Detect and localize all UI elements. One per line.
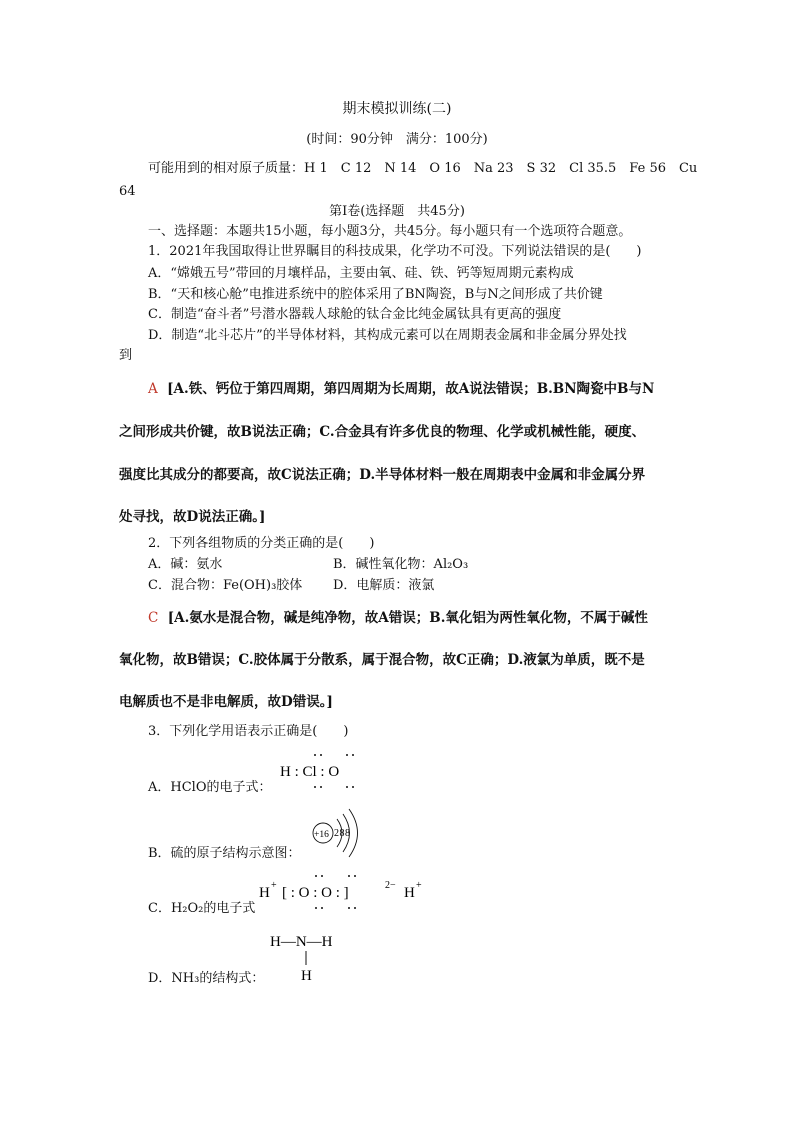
q2-option-d: D．电解质：液氯 xyxy=(333,578,435,593)
q2-answer-letter: C xyxy=(148,610,159,626)
q1-explanation-line1 xyxy=(148,381,654,397)
q2-explanation-line2: 氧化物，故B错误；C.胶体属于分散系，属于混合物，故C正确；D.液氯为单质，既不是 xyxy=(119,652,645,668)
q1-option-a: A．“嫦娥五号”带回的月壤样品，主要由氧、硅、铁、钙等短周期元素构成 xyxy=(148,266,574,281)
q3-option-b: B．硫的原子结构示意图： xyxy=(148,846,301,861)
page-title: 期末模拟训练(二) xyxy=(342,101,452,117)
q1-stem: 1．2021年我国取得让世界瞩目的科技成果，化学功不可没。下列说法错误的是( ) xyxy=(148,244,642,259)
q3-c-left-h: H xyxy=(259,885,270,901)
q3-d-top-row: H—N—H xyxy=(270,934,333,950)
q3-option-c: C．H₂O₂的电子式 xyxy=(148,901,256,916)
q3-b-shell-electrons: 288 xyxy=(334,828,351,839)
q3-c-charge: 2− xyxy=(385,880,396,891)
q3-option-a: A．HClO的电子式： xyxy=(148,780,272,795)
q3-d-structural-formula xyxy=(268,930,358,982)
q3-d-bottom-h: H xyxy=(301,968,312,982)
q3-b-nucleus-charge: +16 xyxy=(314,830,329,840)
q1-explanation-line4: 处寻找，故D说法正确。] xyxy=(119,509,266,525)
section-heading: 第Ⅰ卷(选择题 共45分) xyxy=(329,204,465,219)
q3-c-electron-formula xyxy=(256,870,436,914)
q1-explanation-line2: 之间形成共价键，故B说法正确；C.合金具有许多优良的物理、化学或机械性能，硬度、 xyxy=(119,424,646,440)
q1-option-c: C．制造“奋斗者”号潜水器载人球舱的钛合金比纯金属钛具有更高的强度 xyxy=(148,307,562,322)
q3-c-bracket-part: [ : O : O : ] xyxy=(282,885,349,901)
q1-exp-text1: [A.铁、钙位于第四周期，第四周期为长周期，故A说法错误；B.BN陶瓷中B与N xyxy=(167,381,655,397)
q2-option-a: A．碱：氨水 xyxy=(148,557,223,572)
q3-option-d: D．NH₃的结构式： xyxy=(148,971,265,986)
q3-c-right-plus: + xyxy=(416,880,422,891)
q2-option-c: C．混合物：Fe(OH)₃胶体 xyxy=(148,578,303,593)
q1-answer-letter: A xyxy=(148,381,158,397)
atomic-masses-line2: 64 xyxy=(119,184,136,199)
q2-explanation-line1 xyxy=(148,610,648,626)
q3-a-formula-text: H : Cl : O xyxy=(280,764,340,780)
q1-explanation-line3: 强度比其成分的都要高，故C说法正确；D.半导体材料一般在周期表中金属和非金属分界 xyxy=(119,467,646,483)
q2-stem: 2．下列各组物质的分类正确的是( ) xyxy=(148,536,375,551)
section-intro: 一、选择题：本题共15小题，每小题3分，共45分。每小题只有一个选项符合题意。 xyxy=(148,224,632,239)
q1-option-d-cont: 到 xyxy=(119,348,133,363)
atomic-masses-line1: 可能用到的相对原子质量：H 1 C 12 N 14 O 16 Na 23 S 32 Cl 35.5 Fe 56 Cu xyxy=(148,161,698,176)
page-subtitle: (时间：90分钟 满分：100分) xyxy=(306,132,488,147)
q1-option-d: D．制造“北斗芯片”的半导体材料，其构成元素可以在周期表金属和非金属分界处找 xyxy=(148,328,627,343)
q2-option-b: B．碱性氧化物：Al₂O₃ xyxy=(333,557,469,572)
q3-b-atomic-structure-diagram xyxy=(306,807,378,859)
q2-explanation-line3: 电解质也不是非电解质，故D错误。] xyxy=(119,694,333,710)
q2-exp-text1: [A.氨水是混合物，碱是纯净物，故A错误；B.氧化铝为两性氧化物，不属于碱性 xyxy=(167,610,648,626)
q3-c-right-h: H xyxy=(404,885,415,901)
q3-stem: 3．下列化学用语表示正确是( ) xyxy=(148,724,349,739)
q1-option-b: B．“天和核心舱”电推进系统中的腔体采用了BN陶瓷，B与N之间形成了共价键 xyxy=(148,287,603,302)
q3-a-electron-formula xyxy=(276,749,396,793)
q3-c-left-plus: + xyxy=(271,880,277,891)
